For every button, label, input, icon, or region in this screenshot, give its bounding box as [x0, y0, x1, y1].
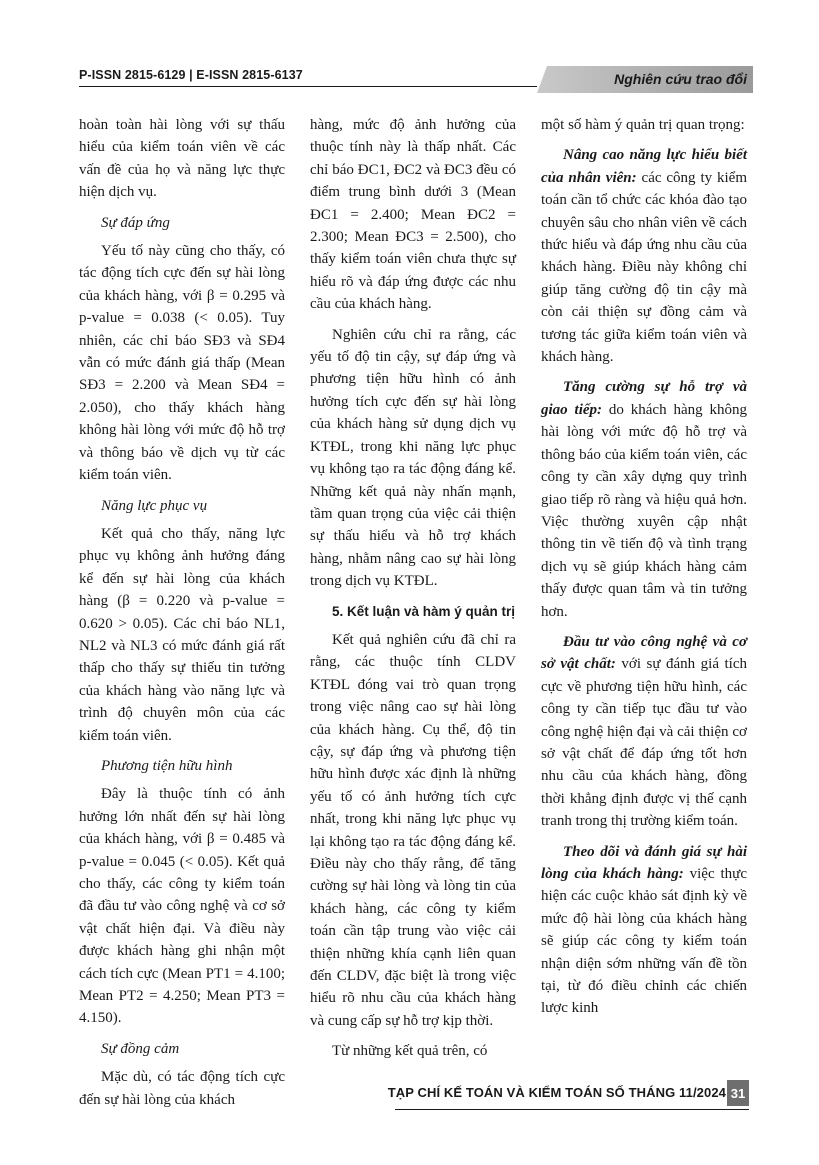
recommendation-lead: Theo dõi và đánh giá sự hài lòng của khách hàng:	[541, 843, 747, 882]
subheading-service-capability: Năng lực phục vụ	[101, 497, 208, 514]
paragraph: Từ những kết quả trên, có	[332, 1043, 488, 1060]
text-column-3	[541, 114, 747, 1028]
recommendation-lead: Nâng cao năng lực hiểu biết của nhân viên:	[541, 147, 747, 186]
journal-footer-title: TẠP CHÍ KẾ TOÁN VÀ KIỂM TOÁN SỐ THÁNG 11/2024	[387, 1085, 726, 1100]
paragraph: Yếu tố này cũng cho thấy, có tác động tích cực đến sự hài lòng của khách hàng, với β = 0.295 và p-value = 0.038 (< 0.05). Tuy nhiên, các chỉ báo SĐ3 và SĐ4 vẫn có mức đánh giá thấp (Mean SĐ3 = 2.200 và Mean SĐ4 = 2.050), cho thấy khách hàng không hài lòng với mức độ hỗ trợ và thông báo về dịch vụ từ các kiểm toán viên.	[79, 243, 285, 484]
recommendation-paragraph	[541, 376, 747, 622]
subheading-empathy: Sự đồng cảm	[101, 1040, 180, 1057]
recommendation-lead: Tăng cường sự hỗ trợ và giao tiếp:	[541, 379, 747, 418]
recommendation-body: với sự đánh giá tích cực về phương tiện hữu hình, các công ty cần tiếp tục đầu tư vào công nghệ hiện đại và cải thiện cơ sở vật chất để đáp ứng tốt hơn nhu cầu của khách hàng, đồng thời khẳng định được vị thế cạnh tranh trong thị trường kiểm toán.	[541, 656, 748, 830]
page-number: 31	[727, 1080, 749, 1106]
recommendation-lead: Đầu tư vào công nghệ và cơ sở vật chất:	[541, 633, 747, 673]
subheading-responsiveness: Sự đáp ứng	[101, 214, 170, 231]
footer-divider	[395, 1109, 749, 1110]
recommendation-body: việc thực hiện các cuộc khảo sát định kỳ về mức độ hài lòng của khách hàng sẽ giúp các công ty kiểm toán nhận diện sớm những vấn đề tồn tại, từ đó điều chỉnh các chiến lược kinh	[541, 866, 747, 1017]
journal-issn: P-ISSN 2815-6129 | E-ISSN 2815-6137	[79, 68, 303, 82]
recommendation-paragraph	[541, 144, 747, 368]
text-column-2	[310, 114, 516, 1071]
paragraph: Kết quả cho thấy, năng lực phục vụ không ảnh hưởng đáng kể đến sự hài lòng của khách hàng (β = 0.220 và p-value = 0.620 > 0.05). Các chỉ báo NL1, NL2 và NL3 có mức đánh giá rất thấp cho thấy sự thiếu tin tưởng của khách hàng vào năng lực và trình độ chuyên môn của các kiểm toán viên.	[79, 525, 285, 744]
paragraph: hàng, mức độ ảnh hưởng của thuộc tính này là thấp nhất. Các chỉ báo ĐC1, ĐC2 và ĐC3 đều có điểm trung bình dưới 3 (Mean ĐC1 = 2.400; Mean ĐC2 = 2.300; Mean ĐC3 = 2.500), cho thấy kiểm toán viên chưa thực sự hiểu rõ và đáp ứng được các nhu cầu của khách hàng.	[310, 117, 516, 313]
subheading-tangibles: Phương tiện hữu hình	[101, 757, 233, 774]
recommendation-paragraph	[541, 841, 747, 1020]
section-heading-conclusion: 5. Kết luận và hàm ý quản trị	[332, 603, 516, 619]
paragraph: Mặc dù, có tác động tích cực đến sự hài lòng của khách	[79, 1069, 285, 1108]
header-divider	[79, 86, 537, 87]
recommendation-body: do khách hàng không hài lòng với mức độ hỗ trợ và thông báo của kiểm toán viên, các công ty cần xây dựng quy trình giao tiếp rõ ràng và hiệu quả hơn. Việc thường xuyên cập nhật thông tin về tiến độ và tình trạng dịch vụ sẽ giúp khách hàng cảm thấy được quan tâm và tin tưởng hơn.	[541, 401, 747, 620]
recommendation-paragraph	[541, 631, 747, 833]
text-column-1	[79, 114, 285, 1119]
section-title: Nghiên cứu trao đổi	[614, 71, 747, 87]
paragraph: một số hàm ý quản trị quan trọng:	[541, 117, 745, 133]
paragraph: Đây là thuộc tính có ảnh hưởng lớn nhất đến sự hài lòng của khách hàng, với β = 0.485 và p-value = 0.045 (< 0.05). Kết quả cho thấy, các công ty kiểm toán đã đầu tư vào công nghệ và cơ sở vật chất hiện đại. Và điều này được khách hàng ghi nhận một cách tích cực (Mean PT1 = 4.100; Mean PT2 = 4.250; Mean PT3 = 4.150).	[79, 786, 285, 1027]
paragraph: Nghiên cứu chỉ ra rằng, các yếu tố độ tin cậy, sự đáp ứng và phương tiện hữu hình có ảnh hưởng tích cực đến sự hài lòng của khách hàng sử dụng dịch vụ KTĐL, trong khi năng lực phục vụ không tạo ra tác động đáng kể. Những kết quả này nhấn mạnh, tầm quan trọng của việc cải thiện sự thấu hiểu và hỗ trợ khách hàng, nhằm nâng cao sự hài lòng trong dịch vụ KTĐL.	[310, 326, 516, 590]
recommendation-body: các công ty kiểm toán cần tổ chức các khóa đào tạo chuyên sâu cho nhân viên về cách thức hiểu và đáp ứng nhu cầu của khách hàng. Điều này không chỉ giúp tăng cường độ tin cậy mà còn cải thiện sự đồng cảm và tương tác giữa kiểm toán viên và khách hàng.	[541, 169, 747, 366]
paragraph: hoàn toàn hài lòng với sự thấu hiểu của kiểm toán viên về các vấn đề của họ và năng lực thực hiện dịch vụ.	[79, 117, 285, 201]
paragraph: Kết quả nghiên cứu đã chỉ ra rằng, các thuộc tính CLDV KTĐL đóng vai trò quan trọng trong việc nâng cao sự hài lòng của khách hàng. Cụ thể, độ tin cậy, sự đáp ứng và phương tiện hữu hình được xác định là những yếu tố có ảnh hưởng tích cực nhất, trong khi năng lực phục vụ lại không tạo ra tác động đáng kể. Điều này cho thấy rằng, để tăng cường sự hài lòng và lòng tin của khách hàng, các công ty kiểm toán cần tập trung vào việc cải thiện những khía cạnh liên quan đến CLDV, đặc biệt là trong việc hiểu rõ nhu cầu của khách hàng và cung cấp sự hỗ trợ kịp thời.	[310, 631, 516, 1029]
